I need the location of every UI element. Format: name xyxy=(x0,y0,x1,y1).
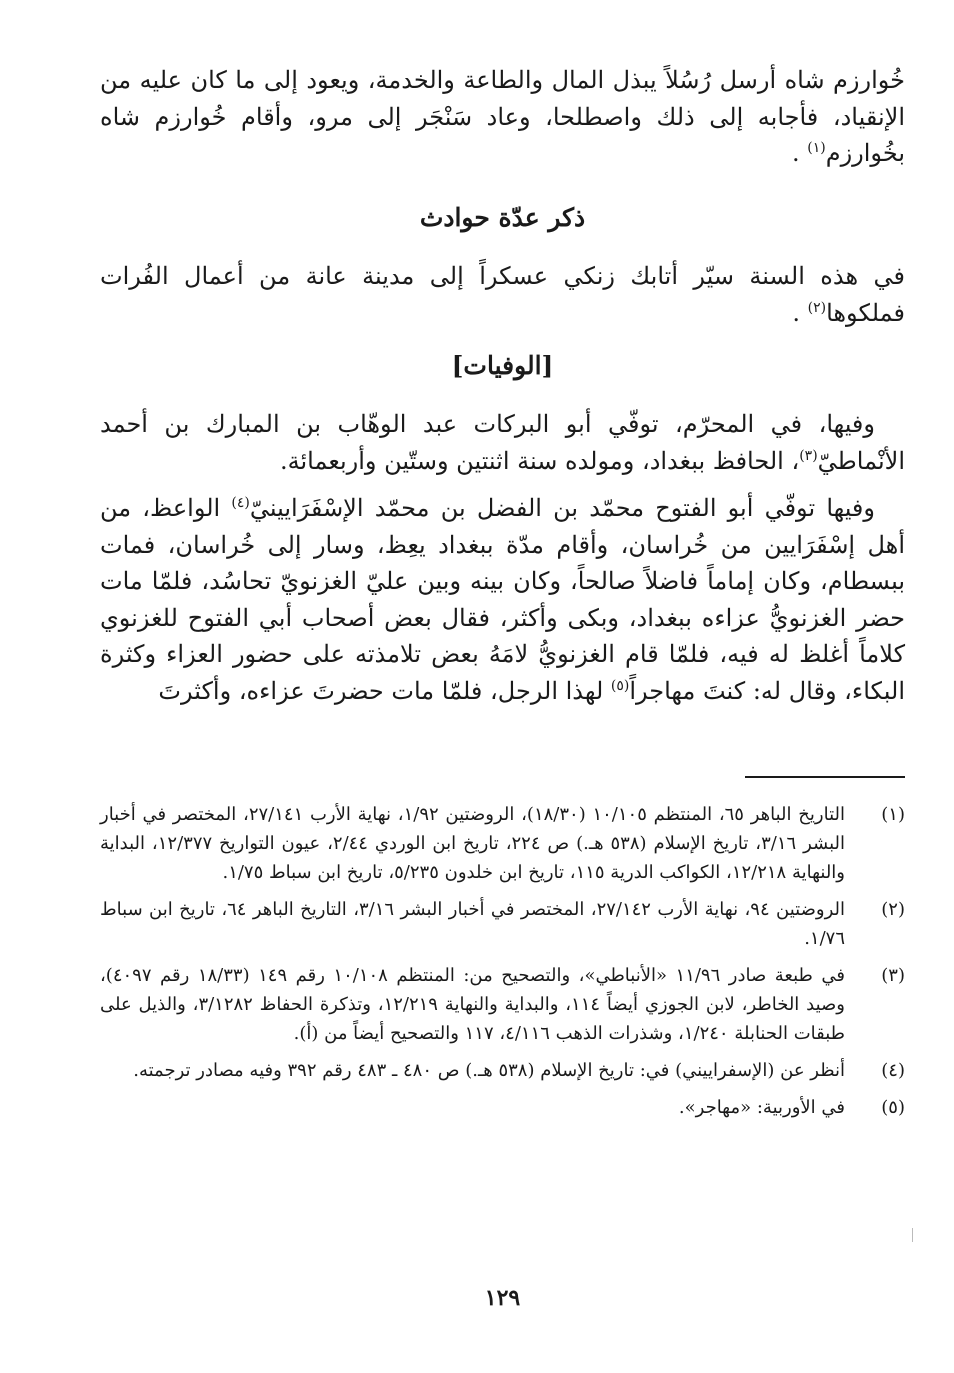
footnote-ref-2[interactable]: (٢) xyxy=(807,299,827,316)
section-heading-events: ذكر عدّة حوادث xyxy=(419,203,586,232)
footnote-ref-1[interactable]: (١) xyxy=(807,140,826,156)
footnote-number: (١) xyxy=(881,804,905,825)
paragraph-text-end: لهذا الرجل، فلمّا مات حضرتَ عزاءه، وأكثرتَ xyxy=(158,676,611,705)
footnote-ref-3[interactable]: (٣) xyxy=(799,447,818,464)
paragraph-text: في هذه السنة سيّر أتابك زنكي عسكراً إلى مدينة عانة من أعمال الفُرات فملكوها xyxy=(100,262,905,327)
paragraph-anmati xyxy=(100,406,905,479)
footnote-text: في الأوربية: «مهاجر». xyxy=(678,1097,845,1118)
footnote-ref-4[interactable]: (٤) xyxy=(231,495,250,511)
footnotes-section xyxy=(100,800,905,1130)
footnote-text: في طبعة صادر ١١/٩٦ «الأنباطي»، والتصحيح من: المنتظم ١٠/١٠٨ رقم ١٤٩ (١٨/٣٣ رقم ٤٠٩٧)، وصيد الخاطر، لابن الجوزي أيضاً ١١٤، والبداية والنهاية ١٢/٢١٩، وتذكرة الحفاظ ٣/١٢٨٢، والذيل على طبقات الحنابلة ١/٢٤٠، وشذرات الذهب ٤/١١٦، ١١٧ والتصحيح أيضاً من (أ). xyxy=(100,965,845,1044)
footnote-number: (٢) xyxy=(881,899,905,920)
footnote-number: (٤) xyxy=(881,1060,905,1081)
section-heading-deaths: [الوفيات] xyxy=(451,351,554,380)
footnote-text: التاريخ الباهر ٦٥، المنتظم ١٠/١٠٥ (١٨/٣٠)، الروضتين ١/٩٢، نهاية الأرب ٢٧/١٤١، المختصر في أخبار البشر ٣/١٦، تاريخ الإسلام (٥٣٨ هـ.) ص ٢٢٤، تاريخ ابن الوردي ٢/٤٤، عيون التواريخ ١٢/٣٧٧، البداية والنهاية ١٢/٢١٨، الكواكب الدرية ١١٥، تاريخ ابن خلدون ٥/٢٣٥، تاريخ ابن سباط ١/٧٥. xyxy=(100,804,846,883)
footnote-item xyxy=(100,1093,905,1122)
footnote-ref-5[interactable]: (٥) xyxy=(610,677,630,694)
paragraph-text: وفيها، في المحرّم، توفّي أبو البركات عبد الوهّاب بن المبارك بن أحمد الأنْماطيّ xyxy=(100,410,905,475)
paragraph-isfarayini xyxy=(100,490,905,709)
paragraph-text-cont: ، الحافظ ببغداد، ومولده سنة اثنتين وستّين وأربعمائة. xyxy=(280,446,800,475)
paragraph-text: خُوارزم شاه أرسل رُسُلاً يبذل المال والطاعة والخدمة، ويعود إلى ما كان عليه من الإنقياد، فأجابه إلى ذلك واصطلحا، وعاد سَنْجَر إلى مرو، وأقام خُوارزم شاه بخُوارزم xyxy=(100,66,905,167)
paragraph-text-cont: الواعظ، من أهل إسْفَرَايين من خُراسان، وأقام مدّة ببغداد يعِظ، وسار إلى خُراسان، فمات ببسطام، وكان إماماً فاضلاً صالحاً، وكان بينه وبين عليّ الغزنويّ تحاسُد، فلمّا مات حضر الغزنويُّ عزاءه ببغداد، وبكى وأكثر، فقال بعض أصحاب أبي الفتوح للغزنوي كلاماً أغلظ له فيه، فلمّا قام الغزنويُّ لامَهُ بعض تلامذته على حضور العزاء وكثرة البكاء، وقال له: كنتَ مهاجراً xyxy=(100,494,905,705)
footnote-item xyxy=(100,800,905,887)
page-number: ١٢٩ xyxy=(484,1285,521,1311)
footnote-item xyxy=(100,961,905,1048)
footnote-text: الروضتين ٩٤، نهاية الأرب ٢٧/١٤٢، المختصر في أخبار البشر ٣/١٦، التاريخ الباهر ٦٤، تاريخ ابن سباط ١/٧٦. xyxy=(100,899,845,949)
footnote-item xyxy=(100,895,905,953)
paragraph-end: . xyxy=(792,298,800,327)
footnote-number: (٣) xyxy=(881,965,905,986)
book-page xyxy=(100,62,905,1332)
paragraph-khwarazm xyxy=(100,62,905,172)
scan-edge-mark xyxy=(912,1228,919,1242)
paragraph-text: وفيها توفّي أبو الفتوح محمّد بن الفضل بن محمّد الإسْفَرَايينيّ xyxy=(249,494,875,522)
footnote-text: أنظر عن (الإسفراييني) في: تاريخ الإسلام (٥٣٨ هـ.) ص ٤٨٠ ـ ٤٨٣ رقم ٣٩٢ وفيه مصادر ترجمته. xyxy=(133,1060,845,1081)
footnote-number: (٥) xyxy=(881,1097,905,1118)
paragraph-zanki xyxy=(100,258,905,331)
footnote-divider xyxy=(745,776,905,778)
paragraph-end: . xyxy=(791,139,800,167)
footnote-item xyxy=(100,1056,905,1085)
